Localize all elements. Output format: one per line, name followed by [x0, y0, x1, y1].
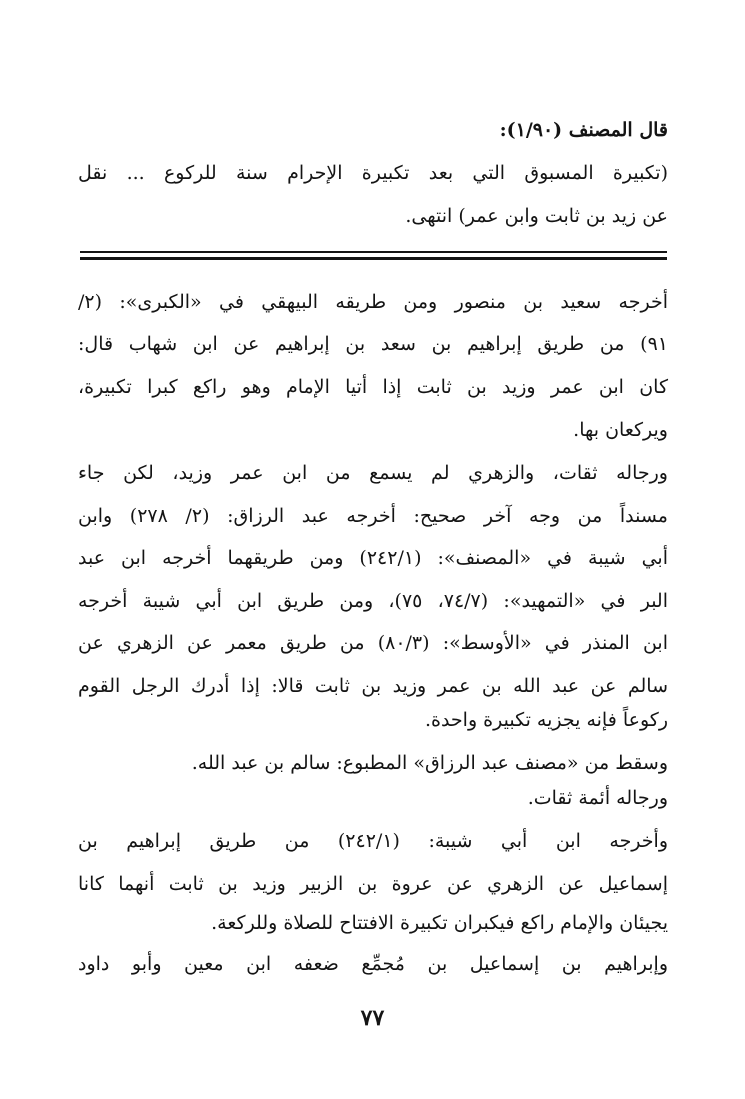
page-number: ٧٧ [360, 1005, 385, 1031]
body-line: يجيئان والإمام راكع فيكبران تكبيرة الافتتاح للصلاة وللركعة. [211, 912, 668, 934]
body-line: ركوعاً فإنه يجزيه تكبيرة واحدة. [424, 709, 668, 731]
separator-rule-bottom [80, 257, 667, 260]
separator-rule-top [80, 251, 667, 253]
body-line: وإبراهيم بن إسماعيل بن مُجمِّع ضعفه ابن معين وأبو داود [78, 953, 668, 975]
body-line: أبي شيبة في «المصنف»: (٢٤٢/١) ومن طريقهما أخرجه ابن عبد [78, 547, 668, 569]
body-line: وسقط من «مصنف عبد الرزاق» المطبوع: سالم بن عبد الله. [191, 752, 668, 774]
body-line: كان ابن عمر وزيد بن ثابت إذا أتيا الإمام وهو راكع كبرا تكبيرة، [78, 376, 668, 398]
body-line: أخرجه سعيد بن منصور ومن طريقه البيهقي في «الكبرى»: (٢/ [78, 291, 668, 313]
body-line: إسماعيل عن الزهري عن عروة بن الزبير وزيد بن ثابت أنهما كانا [78, 873, 668, 895]
quote-line-2: عن زيد بن ثابت وابن عمر) انتهى. [405, 205, 668, 227]
body-line: سالم عن عبد الله بن عمر وزيد بن ثابت قالا: إذا أدرك الرجل القوم [78, 675, 668, 697]
body-line: ابن المنذر في «الأوسط»: (٨٠/٣) من طريق معمر عن الزهري عن [78, 632, 668, 654]
body-line: البر في «التمهيد»: (٧٤/٧، ٧٥)، ومن طريق ابن أبي شيبة أخرجه [78, 590, 668, 612]
body-line: وأخرجه ابن أبي شيبة: (٢٤٢/١) من طريق إبراهيم بن [78, 830, 668, 852]
body-line: ٩١) من طريق إبراهيم بن سعد بن إبراهيم عن ابن شهاب قال: [78, 333, 668, 355]
body-line: مسنداً من وجه آخر صحيح: أخرجه عبد الرزاق: (٢/ ٢٧٨) وابن [78, 505, 668, 527]
body-line: ويركعان بها. [573, 419, 668, 441]
quote-heading: قال المصنف (١/٩٠): [499, 119, 668, 141]
body-line: ورجاله ثقات، والزهري لم يسمع من ابن عمر وزيد، لكن جاء [78, 462, 668, 484]
quote-line-1: (تكبيرة المسبوق التي بعد تكبيرة الإحرام سنة للركوع ... نقل [78, 162, 668, 184]
body-line: ورجاله أئمة ثقات. [527, 787, 668, 809]
